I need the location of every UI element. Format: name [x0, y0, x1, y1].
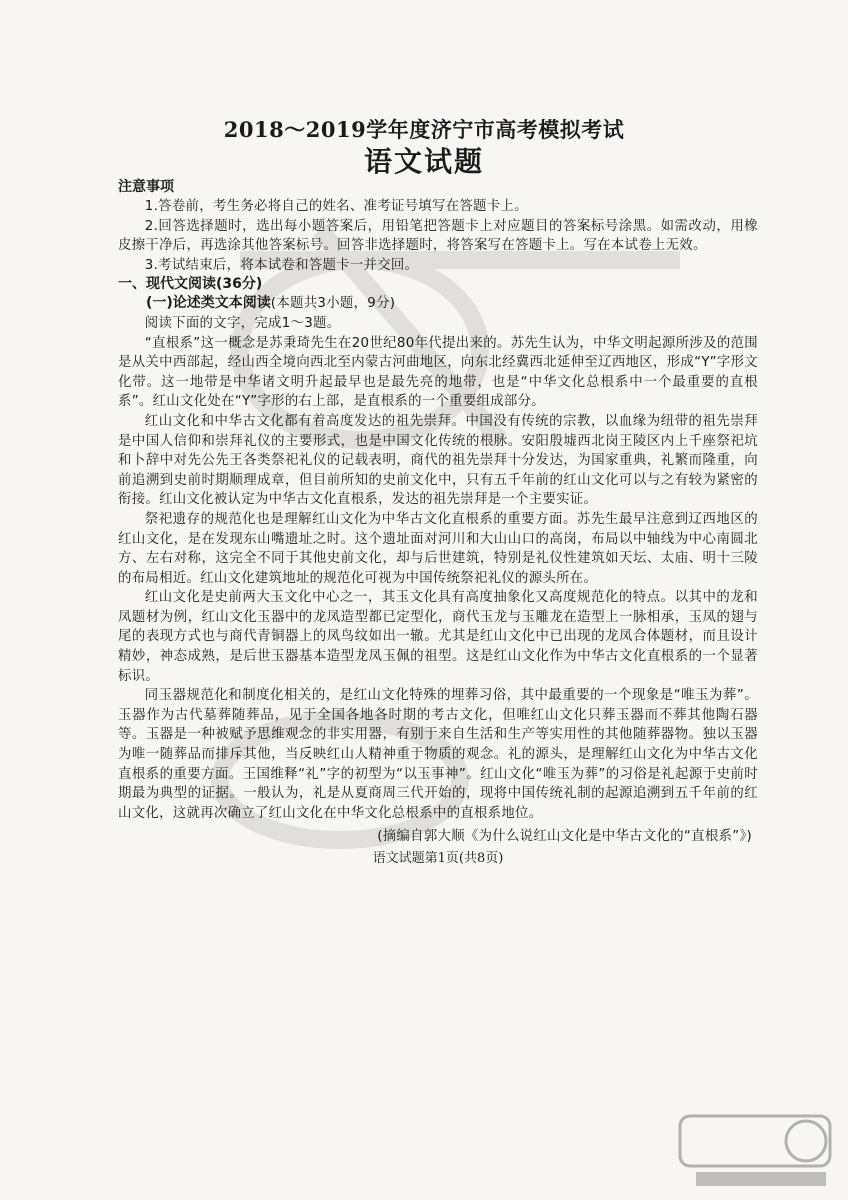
notice-item: 2.回答选择题时，选出每小题答案后，用铅笔把答题卡上对应题目的答案标号涂黑。如需改动，用橡皮擦干净后，再选涂其他答案标号。回答非选择题时，将答案写在答题卡上。写在本试卷上无效。: [118, 218, 758, 254]
notice-heading: 注意事项: [118, 179, 174, 195]
article-paragraph: 祭祀遗存的规范化也是理解红山文化为中华古文化直根系的重要方面。苏先生最早注意到辽西地区的红山文化，是在发现东山嘴遗址之时。这个遗址面对河川和大山山口的高岗，布局以中轴线为中心南圆北方、左右对称，这完全不同于其他史前文化，却与后世建筑，特别是礼仪性建筑如天坛、太庙、明十三陵的布局相近。红山文化建筑地址的规范化可视为中国传统祭祀礼仪的源头所在。: [118, 511, 758, 586]
article-paragraph: 红山文化和中华古文化都有着高度发达的祖先崇拜。中国没有传统的宗教，以血缘为纽带的祖先崇拜是中国人信仰和崇拜礼仪的主要形式，也是中国文化传统的根脉。安阳殷墟西北岗王陵区内上千座祭祀坑和卜辞中对先公先王各类祭祀礼仪的记载表明，商代的祖先崇拜十分发达，为国家重典，礼繁而隆重，向前追溯到史前时期顺理成章，但目前所知的史前文化中，只有五千年前的红山文化可以与之有较为紧密的衔接。红山文化被认定为中华古文化直根系，发达的祖先崇拜是一个主要实证。: [118, 413, 758, 508]
article-paragraph: 红山文化是史前两大玉文化中心之一，其玉文化具有高度抽象化又高度规范化的特点。以其中的龙和凤题材为例，红山文化玉器中的龙凤造型都已定型化，商代玉龙与玉雕龙在造型上一脉相承，玉凤的翅与尾的表现方式也与商代青铜器上的凤鸟纹如出一辙。尤其是红山文化中已出现的龙凤合体题材，而且设计精妙，神态成熟，是后世玉器基本造型龙凤玉佩的祖型。这是红山文化作为中华古文化直根系的一个显著标识。: [118, 590, 758, 684]
notice-item: 3.考试结束后，将本试卷和答题卡一并交回。: [144, 257, 419, 273]
reading-instruction: 阅读下面的文字，完成1～3题。: [144, 315, 341, 331]
notice-item: 1.答卷前，考生务必将自己的姓名、准考证号填写在答题卡上。: [144, 199, 528, 214]
section-heading: 一、现代文阅读(36分): [118, 276, 263, 293]
exam-content: [118, 178, 758, 868]
section-subheading: [118, 294, 758, 314]
subheading-rest: (本题共3小题，9分): [270, 296, 396, 312]
exam-subject: 语文试题: [363, 145, 484, 178]
subheading-bold: (一)论述类文本阅读: [146, 295, 271, 312]
article-source: (摘编自郭大顺《为什么说红山文化是中华古文化的“直根系”》): [377, 829, 752, 845]
answer-circle-logo: [676, 1110, 836, 1192]
article-paragraph: 同玉器规范化和制度化相关的，是红山文化特殊的埋葬习俗，其中最重要的一个现象是“唯玉为葬”。玉器作为古代墓葬随葬品，见于全国各地各时期的考古文化，但唯红山文化只葬玉器而不葬其他陶石器等。玉器是一种被赋予思维观念的非实用器，有别于来自生活和生产等实用性的其他随葬器物。独以玉器为唯一随葬品而排斥其他，当反映红山人精神重于物质的观念。礼的源头，是理解红山文化为中华古文化直根系的重要方面。王国维释“礼”字的初型为“以玉事神”。红山文化“唯玉为葬”的习俗是礼起源于史前时期最为典型的证据。一般认为，礼是从夏商周三代开始的，现将中国传统礼制的起源追溯到五千年前的红山文化，这就再次确立了红山文化在中华文化总根系中的直根系地位。: [118, 688, 758, 821]
article-paragraph: “直根系”这一概念是苏秉琦先生在20世纪80年代提出来的。苏先生认为，中华文明起源所涉及的范围是从关中西部起，经山西全境向西北至内蒙古河曲地区，向东北经冀西北延伸至辽西地区，形成“Y”字形文化带。这一地带是中华诸文明升起最早也是最先亮的地带，也是“中华文化总根系中一个最重要的直根系”。红山文化处在“Y”字形的右上部，是直根系的一个重要组成部分。: [118, 335, 758, 410]
page-number: 语文试题第1页(共8页): [372, 851, 504, 866]
exam-title: 2018～2019学年度济宁市高考模拟考试: [223, 117, 625, 142]
